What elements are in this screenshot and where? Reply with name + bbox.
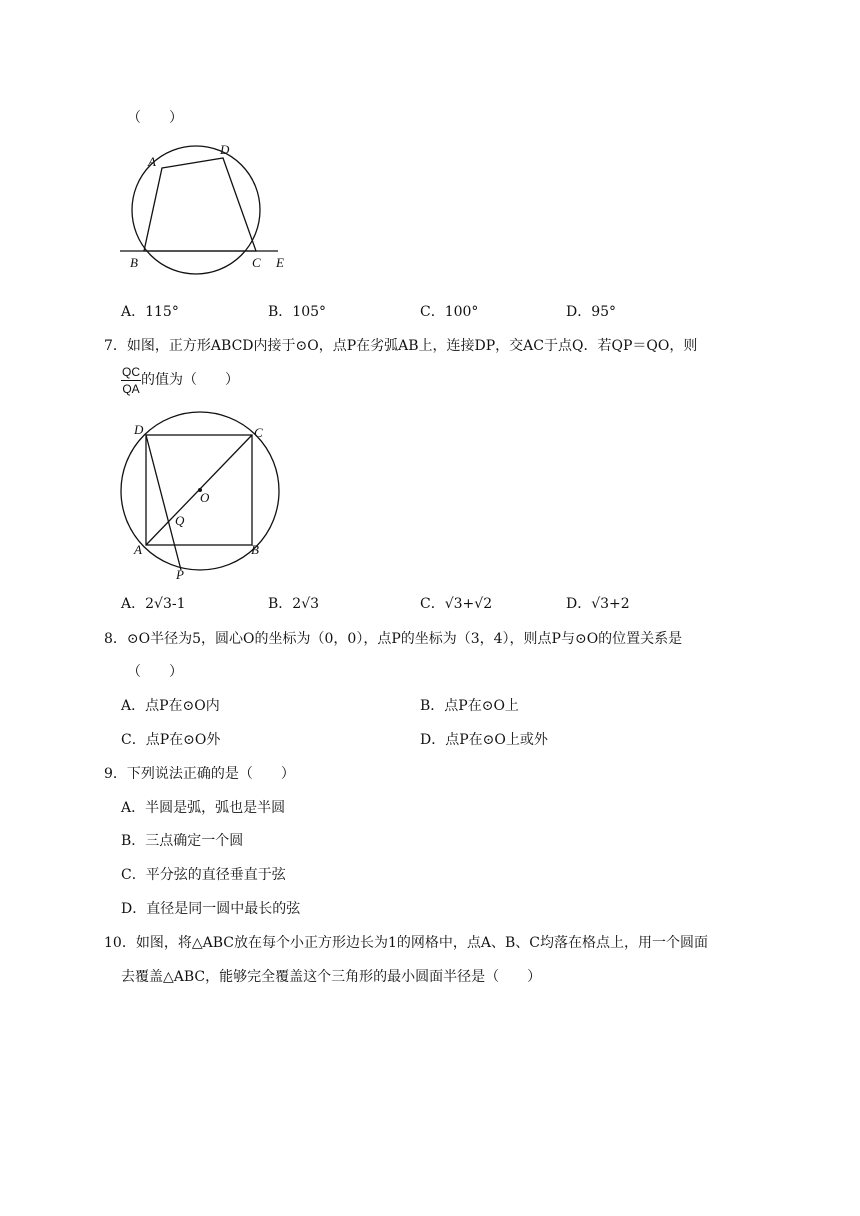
q9-option-a: A．半圆是弧，弧也是半圆 [121,800,286,816]
q7-fraction [121,364,141,397]
q6-answer-bracket: （ ） [127,110,183,126]
q7-fraction-denominator: QA [122,381,140,396]
q6-label-a: A [148,154,156,169]
q7-figure [118,410,293,585]
q6-figure [118,140,298,275]
q10-question-line2: 去覆盖△ABC，能够完全覆盖这个三角形的最小圆面半径是（ ） [121,969,542,985]
q9-option-c: C．平分弦的直径垂直于弦 [121,867,286,883]
q6-quadrilateral [144,158,256,251]
q6-option-b: B．105° [268,304,327,320]
q6-option-a: A．115° [121,304,179,320]
q6-option-c: C．100° [420,304,479,320]
q6-option-d: D．95° [566,304,617,320]
q6-label-e: E [276,255,284,270]
q9-option-b: B．三点确定一个圆 [121,833,244,849]
q8-option-c: C．点P在⊙O外 [121,732,221,748]
q7-question-text: 7．如图，正方形ABCD内接于⊙O，点P在劣弧AB上，连接DP，交AC于点Q．若QP＝QO，则 [104,338,698,354]
q6-label-c: C [252,255,261,270]
q7-question-tail: 的值为（ ） [141,372,239,388]
q7-label-b: B [251,542,259,557]
q8-question-text: 8．⊙O半径为5，圆心O的坐标为（0，0），点P的坐标为（3，4），则点P与⊙O的位置关系是 [104,631,683,647]
q7-label-q: Q [175,513,185,528]
q7-option-d: D．√3+2 [566,596,630,612]
q7-label-p: P [176,567,184,582]
q7-label-c: C [254,425,263,440]
q6-label-d: D [220,142,230,157]
q7-label-o: O [200,490,210,505]
q7-segment-dp [146,435,181,570]
q7-option-b: B．2√3 [268,596,320,612]
q9-question-text: 9．下列说法正确的是（ ） [104,766,295,782]
q10-question-line1: 10．如图，将△ABC放在每个小正方形边长为1的网格中，点A、B、C均落在格点上，用一个圆面 [104,935,708,951]
q6-label-b: B [130,255,138,270]
q7-option-c: C．√3+√2 [420,596,493,612]
q8-option-b: B．点P在⊙O上 [420,698,519,714]
q9-option-d: D．直径是同一圆中最长的弦 [121,901,301,917]
q8-option-a: A．点P在⊙O内 [121,698,220,714]
q8-option-d: D．点P在⊙O上或外 [420,732,548,748]
q7-fraction-numerator: QC [122,364,140,379]
q8-answer-bracket: （ ） [127,664,183,680]
q7-label-d: D [134,422,144,437]
q7-option-a: A．2√3-1 [121,596,186,612]
q7-question-fraction-line [121,362,239,398]
q7-label-a: A [134,542,142,557]
